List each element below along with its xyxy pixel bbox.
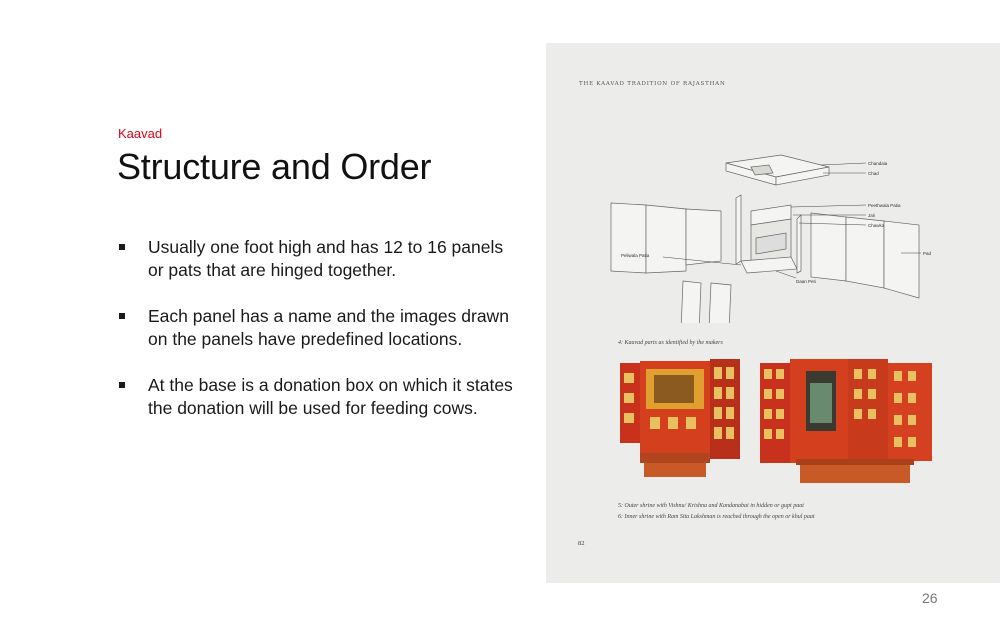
diagram-label: Chad xyxy=(868,171,879,176)
bullet-square-icon xyxy=(119,382,125,388)
caption-top: 4: Kaavad parts as identified by the makers xyxy=(618,340,723,346)
diagram-label: Jali xyxy=(868,213,875,218)
bullet-square-icon xyxy=(119,313,125,319)
bullet-item xyxy=(118,374,518,420)
bullet-list xyxy=(118,236,518,443)
bullet-item xyxy=(118,305,518,351)
diagram-label: Chandaia xyxy=(868,161,888,166)
caption-line: 6: Inner shrine with Ram Sita Lakshman is reached through the open or khul paat xyxy=(618,514,815,520)
slide-page-number: 26 xyxy=(922,590,938,606)
bullet-item xyxy=(118,236,518,282)
kaavad-shrine-photo xyxy=(610,353,940,493)
book-folio: 82 xyxy=(578,540,585,547)
diagram-label: Chawka xyxy=(868,223,885,228)
bullet-square-icon xyxy=(119,244,125,250)
diagram-label: Peliwala Patia xyxy=(621,253,650,258)
bullet-text: Each panel has a name and the images drawn on the panels have predefined locations. xyxy=(148,306,509,349)
exploded-kaavad-diagram xyxy=(601,153,941,323)
caption-bottom xyxy=(618,501,815,523)
section-kicker: Kaavad xyxy=(118,126,163,141)
diagram-label: Peethwala Patia xyxy=(868,203,901,208)
diagram-label: Daan Peti xyxy=(796,279,816,284)
slide-title: Structure and Order xyxy=(117,146,432,187)
diagram-label: Pad xyxy=(923,251,932,256)
bullet-text: At the base is a donation box on which it states the donation will be used for feeding cows. xyxy=(148,375,513,418)
running-head: THE KAAVAD TRADITION OF RAJASTHAN xyxy=(579,81,726,87)
bullet-text: Usually one foot high and has 12 to 16 panels or pats that are hinged together. xyxy=(148,237,504,280)
caption-line: 5: Outer shrine with Vishnu/ Krishna and Kandanabai in hidden or gupt paat xyxy=(618,503,804,509)
book-page-image xyxy=(546,43,1000,583)
